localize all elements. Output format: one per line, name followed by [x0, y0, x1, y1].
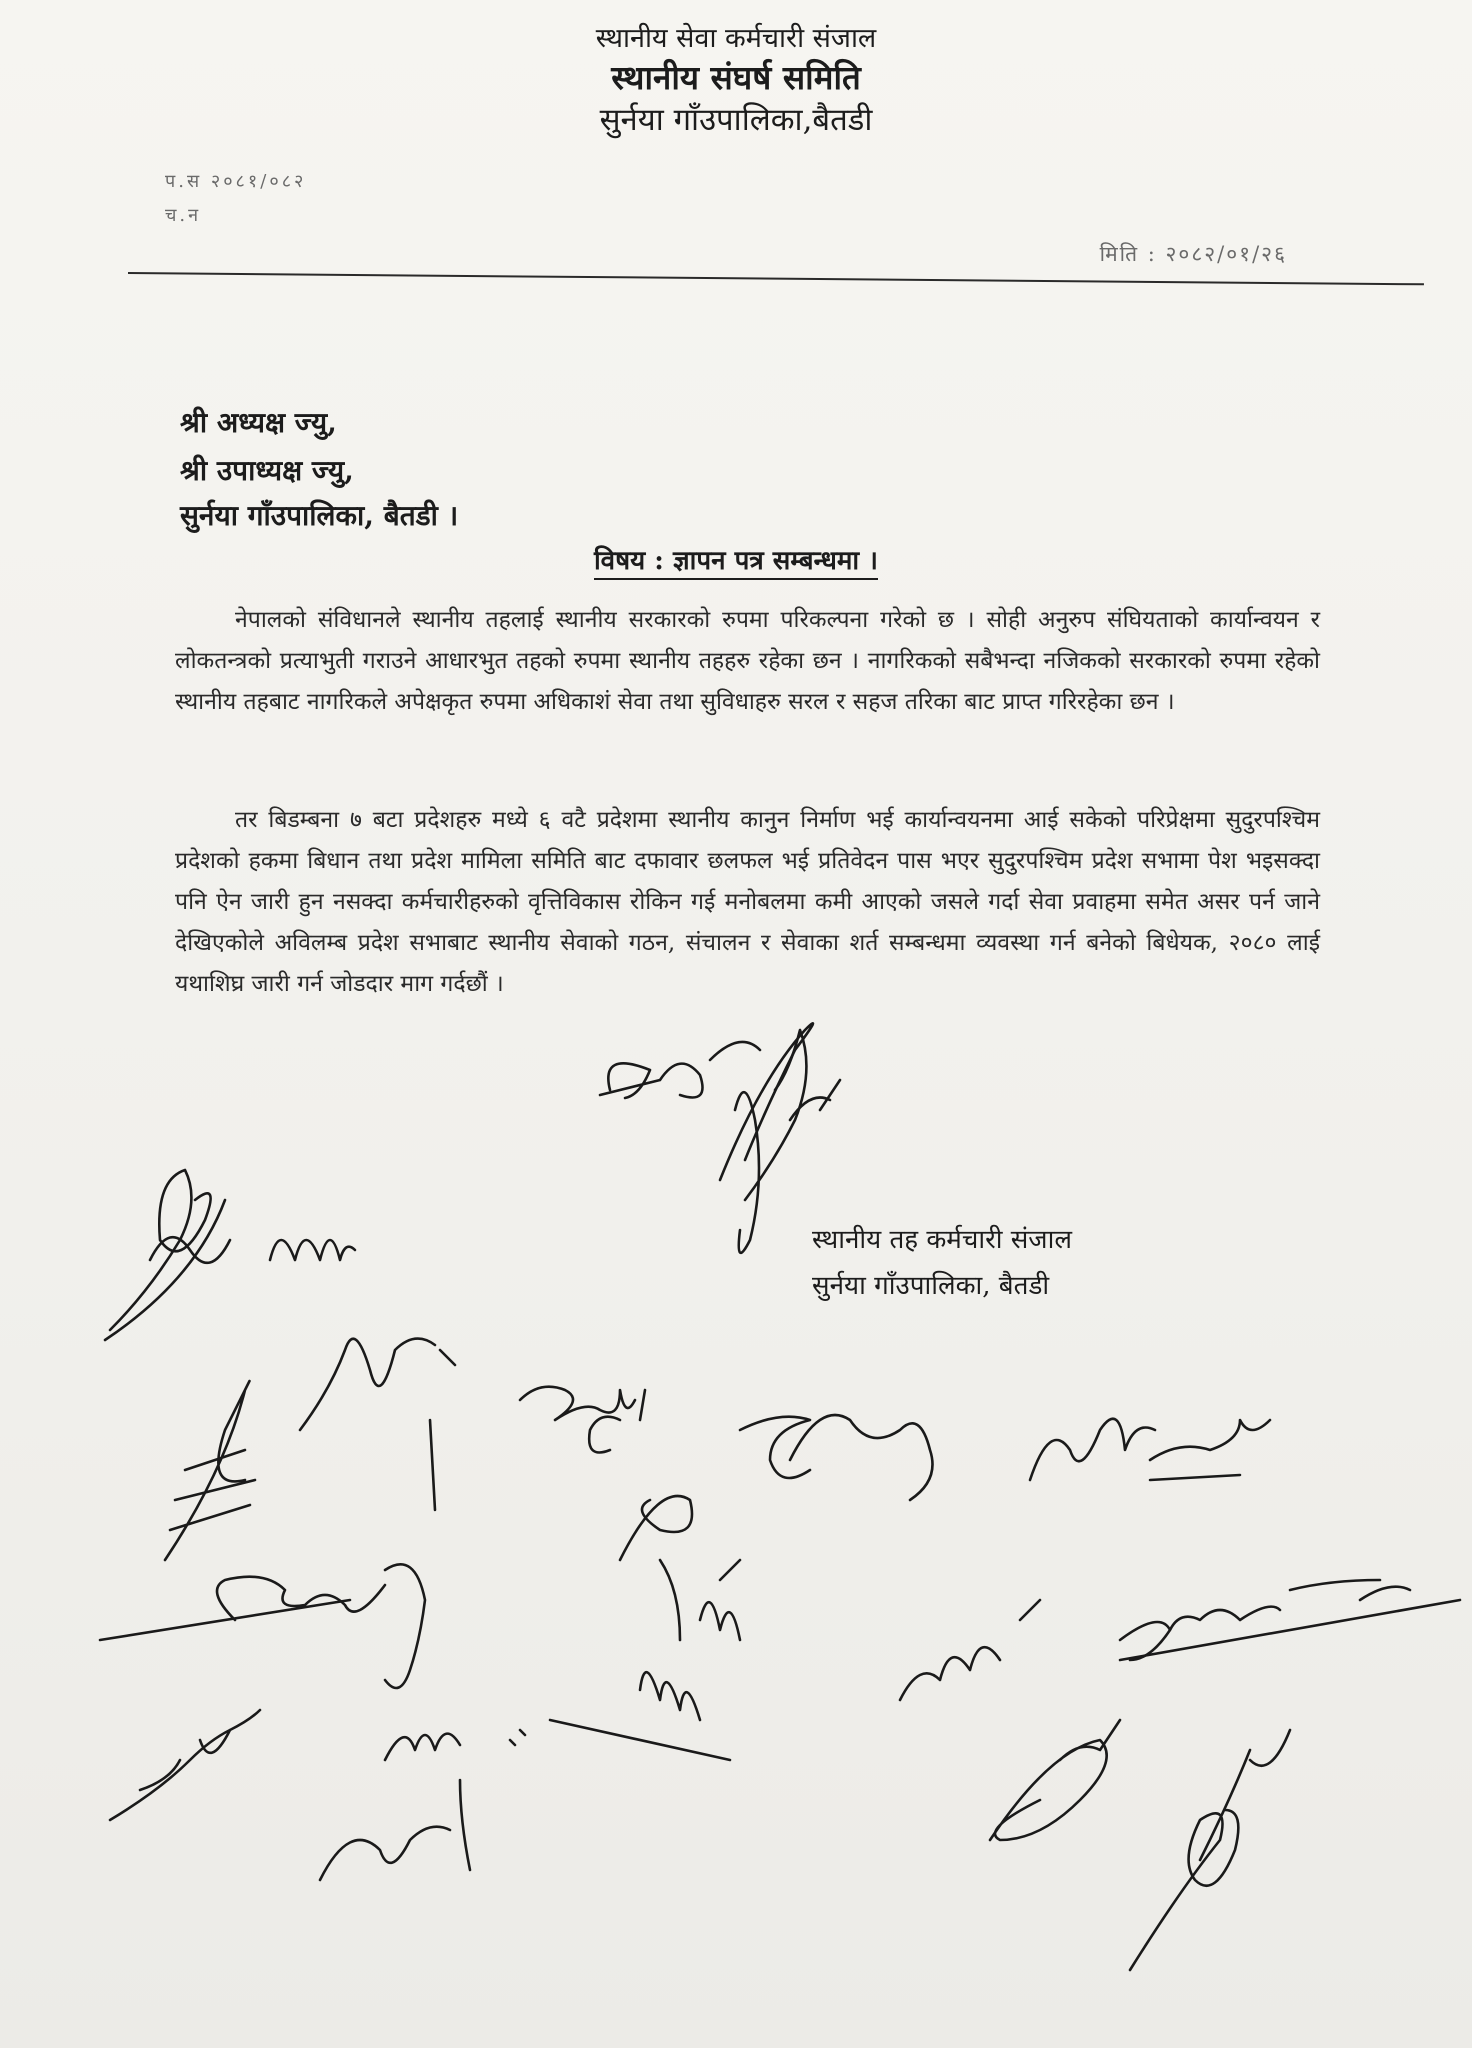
signature — [1030, 1419, 1270, 1480]
signature — [1120, 1580, 1460, 1660]
signature — [300, 1339, 455, 1510]
signature — [600, 1023, 813, 1180]
signature — [990, 1720, 1120, 1840]
signature — [520, 1387, 645, 1453]
signature — [900, 1600, 1040, 1700]
signatory-municipality: सुर्नया गाँउपालिका, बैतडी — [812, 1271, 1050, 1301]
addressee-line-2: श्री उपाध्यक्ष ज्यु, — [180, 454, 354, 487]
signature — [165, 1381, 255, 1560]
patra-sankhya: प.स २०८१/०८२ — [165, 171, 307, 192]
signature — [100, 1564, 425, 1688]
signature — [740, 1415, 933, 1500]
addressee-line-1: श्री अध्यक्ष ज्यु, — [180, 406, 337, 439]
header-committee-name: स्थानीय संघर्ष समिति — [611, 58, 861, 97]
addressee-line-3: सुर्नया गाँउपालिका, बैतडी । — [180, 499, 459, 532]
header-municipality: सुर्नया गाँउपालिका,बैतडी — [599, 102, 873, 138]
signature — [550, 1496, 740, 1760]
signature — [320, 1730, 525, 1880]
header-network-name: स्थानीय सेवा कर्मचारी संजाल — [595, 23, 877, 54]
body-paragraph-1: नेपालको संविधानले स्थानीय तहलाई स्थानीय सरकारको रुपमा परिकल्पना गरेको छ । सोही अनुरुप संघियताको कार्यान्वयन र लोकतन्त्रको प्रत्याभुती गराउने आधारभुत तहको रुपमा स्थानीय तहहरु रहेका छन । नागरिकको सबैभन्दा नजिकको सरकारको रुपमा रहेको स्थानीय तहबाट नागरिकले अपेक्षकृत रुपमा अधिकाशं सेवा तथा सुविधाहरु सरल र सहज तरिका बाट प्राप्त गरिरहेका छन । — [175, 607, 1320, 715]
signature — [110, 1710, 260, 1820]
chalani-number: च.न — [165, 205, 202, 226]
signature — [270, 1240, 355, 1260]
letter-date: मिति : २०८२/०१/२६ — [1099, 242, 1287, 266]
signature — [1130, 1730, 1290, 1970]
body-paragraph-2: तर बिडम्बना ७ बटा प्रदेशहरु मध्ये ६ वटै प्रदेशमा स्थानीय कानुन निर्माण भई कार्यान्वयनमा आई सकेको परिप्रेक्षमा सुदुरपश्चिम प्रदेशको हकमा बिधान तथा प्रदेश मामिला समिति बाट दफावार छलफल भई प्रतिवेदन पास भएर सुदुरपश्चिम प्रदेश सभामा पेश भइसक्दा पनि ऐन जारी हुन नसक्दा कर्मचारीहरुको वृत्तिविकास रोकिन गई मनोबलमा कमी आएको जसले गर्दा सेवा प्रवाहमा समेत असर पर्न जाने देखिएकोले अविलम्ब प्रदेश सभाबाट स्थानीय सेवाको गठन, संचालन र सेवाका शर्त सम्बन्धमा व्यवस्था गर्न बनेको बिधेयक, २०८० लाई यथाशिघ्र जारी गर्न जोडदार माग गर्दछौं । — [175, 807, 1320, 997]
signatory-network: स्थानीय तह कर्मचारी संजाल — [812, 1225, 1072, 1255]
subject-text: विषय : ज्ञापन पत्र सम्बन्धमा । — [594, 546, 878, 580]
signature — [105, 1170, 230, 1340]
